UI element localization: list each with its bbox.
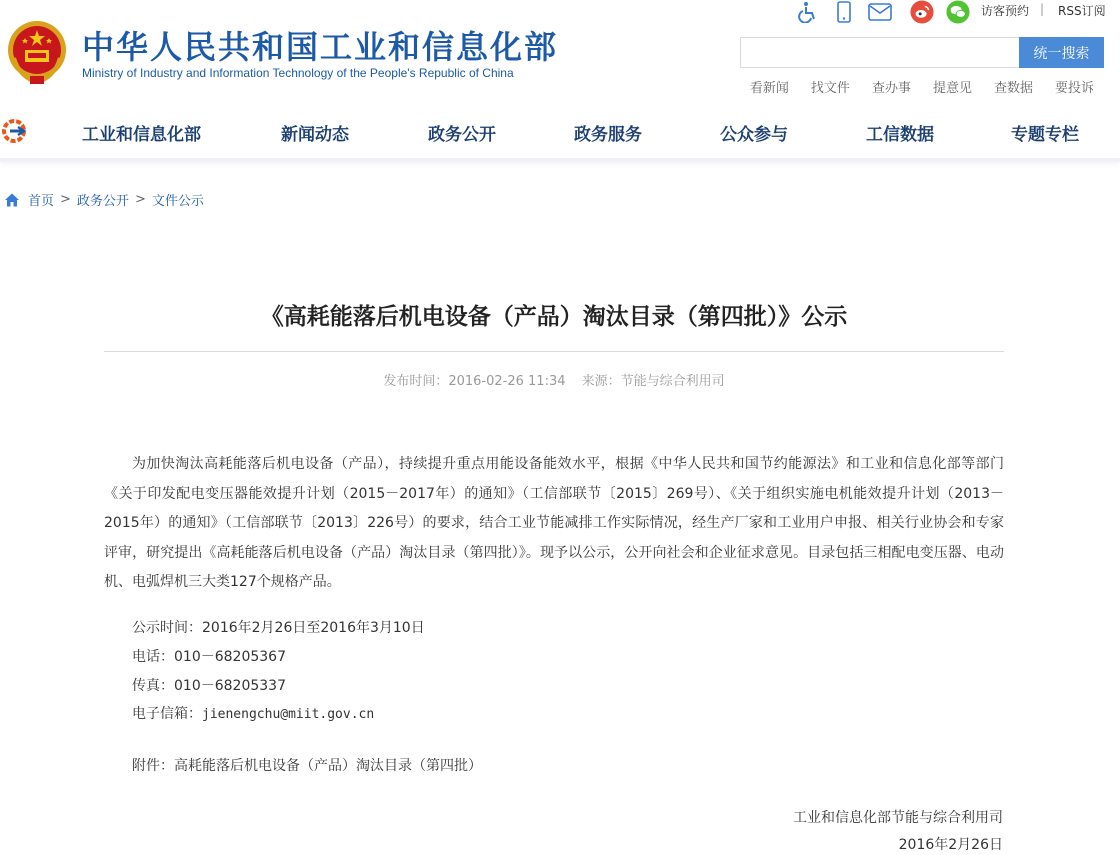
visitor-appointment-link[interactable]: 访客预约 (981, 4, 1030, 18)
miit-logo-icon (0, 118, 32, 144)
rss-link[interactable]: RSS订阅 (1058, 4, 1106, 18)
article-meta (104, 370, 1004, 389)
quick-links (728, 77, 1094, 96)
search-input[interactable] (740, 37, 1020, 68)
breadcrumb-file-notice[interactable]: 文件公示 (151, 194, 204, 209)
attachment-label: 附件： (132, 758, 174, 774)
quick-link-services[interactable]: 查办事 (871, 81, 911, 96)
site-title: 中华人民共和国工业和信息化部 (82, 28, 559, 66)
quick-link-files[interactable]: 找文件 (810, 81, 850, 96)
notice-period: 公示时间：2016年2月26日至2016年3月10日 (132, 620, 425, 636)
site-header (0, 0, 1120, 100)
mail-icon[interactable] (868, 0, 892, 24)
main-nav (0, 104, 1120, 162)
article-source: 来源：节能与综合利用司 (581, 374, 725, 389)
contact-email (132, 703, 374, 723)
nav-item-gov-services[interactable]: 政务服务 (574, 125, 642, 145)
publish-time: 发布时间：2016-02-26 11:34 (383, 374, 566, 389)
header-tools (796, 0, 982, 24)
wheelchair-icon[interactable] (796, 0, 820, 24)
breadcrumb-separator: > (134, 192, 146, 207)
contact-phone: 电话：010－68205367 (132, 649, 286, 665)
site-subtitle: Ministry of Industry and Information Technology of the People's Republic of China (82, 66, 514, 80)
nav-item-news[interactable]: 新闻动态 (281, 125, 349, 145)
email-address[interactable]: jienengchu@miit.gov.cn (202, 707, 375, 722)
signature-date: 2016年2月26日 (898, 837, 1003, 853)
attachment-link[interactable]: 高耗能落后机电设备（产品）淘汰目录（第四批） (174, 758, 482, 774)
nav-item-topics[interactable]: 专题专栏 (1011, 125, 1079, 145)
breadcrumb (4, 190, 204, 209)
quick-link-data[interactable]: 查数据 (993, 81, 1033, 96)
quick-link-complaint[interactable]: 要投诉 (1054, 81, 1094, 96)
nav-item-public-participation[interactable]: 公众参与 (720, 125, 788, 145)
email-label: 电子信箱： (132, 706, 202, 722)
breadcrumb-home[interactable]: 首页 (28, 194, 55, 209)
home-icon (4, 192, 20, 208)
weibo-icon[interactable] (910, 0, 934, 24)
search-button[interactable]: 统一搜索 (1019, 37, 1104, 68)
signature-org: 工业和信息化部节能与综合利用司 (793, 810, 1003, 826)
article-body: 为加快淘汰高耗能落后机电设备（产品），持续提升重点用能设备能效水平，根据《中华人民共和国节约能源法》和工业和信息化部等部门《关于印发配电变压器能效提升计划（2015－2017年）的通知》（工信部联节〔2015〕269号）、《关于组织实施电机能效提升计划（2013－2015年）的通知》（工信部联节〔2013〕226号）的要求，结合工业节能减排工作实际情况，经生产厂家和工业用户申报、相关行业协会和专家评审，研究提出《高耗能落后机电设备（产品）淘汰目录（第四批）》。现予以公示，公开向社会和企业征求意见。目录包括三相配电变压器、电动机、电弧焊机三大类127个规格产品。 (104, 456, 1004, 590)
quick-link-feedback[interactable]: 提意见 (932, 81, 972, 96)
breadcrumb-separator: > (60, 192, 71, 207)
article-title: 《高耗能落后机电设备（产品）淘汰目录（第四批）》公示 (260, 304, 848, 330)
attachment (132, 755, 482, 775)
quick-link-news[interactable]: 看新闻 (749, 81, 789, 96)
contact-fax: 传真：010－68205337 (132, 678, 286, 694)
national-emblem-icon (6, 18, 68, 86)
nav-item-ministry[interactable]: 工业和信息化部 (82, 125, 201, 145)
nav-item-gov-affairs[interactable]: 政务公开 (428, 125, 496, 145)
breadcrumb-gov-affairs[interactable]: 政务公开 (76, 194, 129, 209)
wechat-icon[interactable] (946, 0, 970, 24)
nav-item-data[interactable]: 工信数据 (866, 125, 934, 145)
mobile-icon[interactable] (832, 0, 856, 24)
title-divider (104, 351, 1004, 352)
tools-separator: | (1040, 2, 1045, 16)
